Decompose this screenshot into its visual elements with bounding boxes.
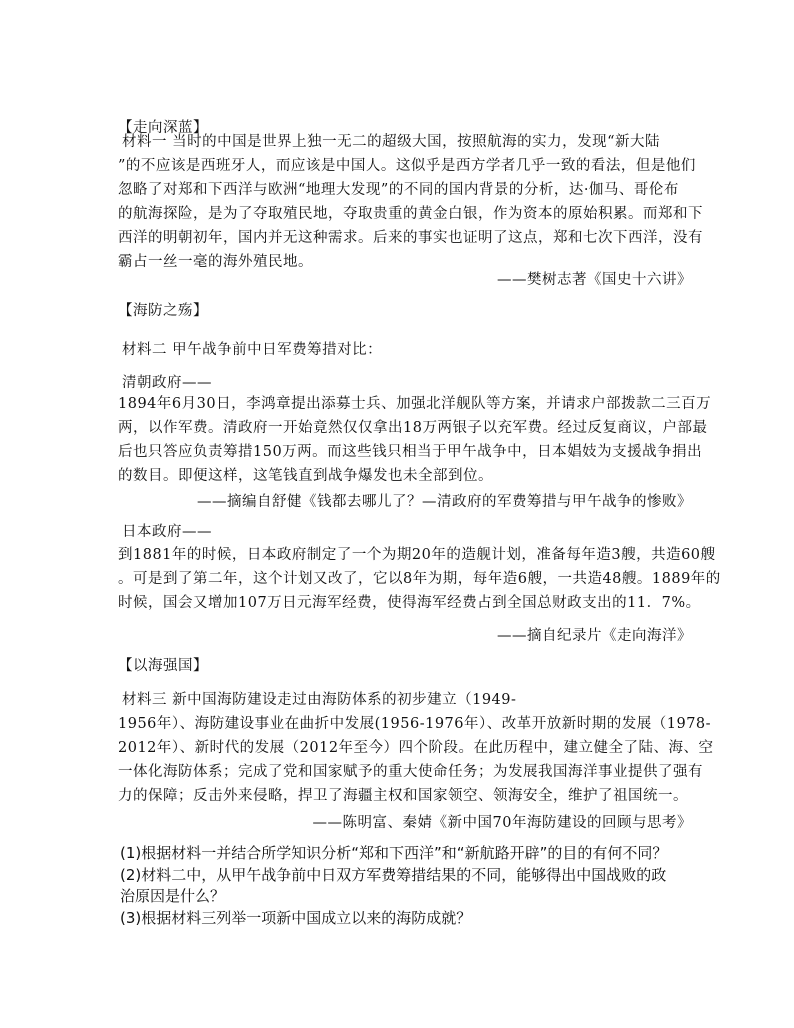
japan-line: 时候，国会又增加107万日元海军经费，使得海军经费占到全国总财政支出的11．7%。	[118, 595, 701, 611]
qing-source: ——摘编自舒健《钱都去哪儿了？—清政府的军费筹措与甲午战争的惨败》	[197, 494, 692, 510]
material-three-line: 1956年）、海防建设事业在曲折中发展(1956-1976年）、改革开放新时期的发展（1978-	[118, 716, 712, 732]
material-one-line: 忽略了对郑和下西洋与欧洲“地理大发现”的不同的国内背景的分析，达·伽马、哥伦布	[118, 182, 679, 198]
material-one-line: 的航海探险，是为了夺取殖民地，夺取贵重的黄金白银，作为资本的原始积累。而郑和下	[118, 206, 703, 222]
japan-line: 。可是到了第二年，这个计划又改了，它以8年为期，每年造6艘，一共造48艘。1889年的	[118, 571, 721, 587]
question-2: (2)材料二中，从甲午战争前中日双方军费筹措结果的不同，能够得出中国战败的政治原因是什么？	[120, 865, 667, 905]
material-three-line: 力的保障；反击外来侵略，捍卫了海疆主权和国家领空、领海安全，维护了祖国统一。	[118, 788, 688, 804]
material-one-line: 霸占一丝一毫的海外殖民地。	[118, 254, 313, 270]
question-1: (1)根据材料一并结合所学知识分析“郑和下西洋”和“新航路开辟”的目的有何不同？	[120, 844, 668, 862]
qing-government-label: 清朝政府——	[122, 375, 212, 391]
material-one-line: ”的不应该是西班牙人，而应该是中国人。这似乎是西方学者几乎一致的看法，但是他们	[118, 158, 696, 174]
question-3: (3)根据材料三列举一项新中国成立以来的海防成就？	[120, 908, 472, 927]
section3-heading: 【以海强国】	[118, 658, 208, 674]
material-three-line: 材料三 新中国海防建设走过由海防体系的初步建立（1949-	[122, 692, 517, 708]
material-two-intro: 材料二 甲午战争前中日军费筹措对比：	[122, 342, 383, 358]
japan-source: ——摘自纪录片《走向海洋》	[497, 628, 692, 644]
japan-line: 到1881年的时候，日本政府制定了一个为期20年的造舰计划，准备每年造3艘，共造60艘	[118, 547, 716, 563]
qing-government-text	[118, 392, 712, 488]
material-three-line: 一体化海防体系；完成了党和国家赋予的重大使命任务；为发展我国海洋事业提供了强有	[118, 764, 703, 780]
questions	[120, 843, 680, 929]
material-one-text	[118, 130, 703, 274]
section1-heading: 【走向深蓝】	[118, 120, 208, 136]
qing-line: 1894年6月30日，李鸿章提出添募士兵、加强北洋舰队等方案，并请求户部拨款二三百万	[118, 396, 712, 412]
qing-line: 后也只答应负责筹措150万两。而这些钱只相当于甲午战争中，日本娼妓为支援战争捐出	[118, 444, 703, 460]
section2-heading: 【海防之殇】	[118, 303, 208, 319]
qing-line: 的数目。即便这样，这笔钱直到战争爆发也未全部到位。	[118, 468, 493, 484]
material-three-line: 2012年）、新时代的发展（2012年至今）四个阶段。在此历程中，建立健全了陆、海、空	[118, 740, 714, 756]
material-one-line: 西洋的明朝初年，国内并无这种需求。后来的事实也证明了这点，郑和七次下西洋，没有	[118, 230, 703, 246]
material-one-line: 材料一 当时的中国是世界上独一无二的超级大国，按照航海的实力，发现“新大陆	[122, 134, 661, 150]
qing-line: 两，以作军费。清政府一开始竟然仅仅拿出18万两银子以充军费。经过反复商议，户部最	[118, 420, 708, 436]
material-three-text	[118, 688, 714, 808]
japan-government-text	[118, 543, 721, 615]
japan-government-label: 日本政府——	[122, 524, 212, 540]
material-one-source: ——樊树志著《国史十六讲》	[497, 272, 692, 288]
material-three-source: ——陈明富、秦婧《新中国70年海防建设的回顾与思考》	[312, 815, 692, 831]
